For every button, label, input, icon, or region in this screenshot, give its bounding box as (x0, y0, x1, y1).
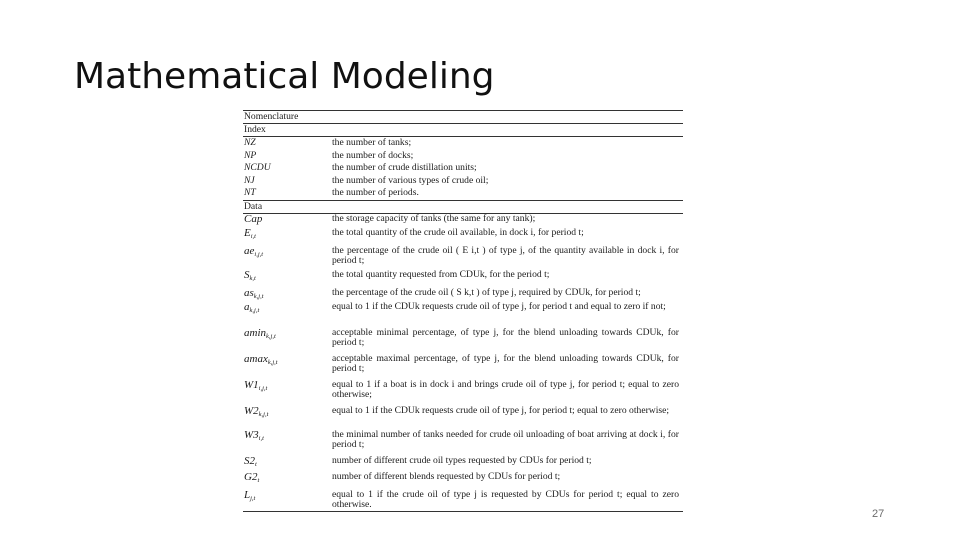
symbol-subscript: t (255, 460, 257, 468)
symbol-main: W2 (244, 404, 259, 417)
data-description: equal to 1 if the crude oil of type j is requested by CDUs for period t; equal to zero otherwise. (332, 488, 679, 511)
data-description: the minimal number of tanks needed for crude oil unloading of boat arriving at dock i, for period t; (332, 428, 679, 451)
symbol-main: ae (244, 244, 255, 257)
symbol-main: W1 (244, 378, 259, 391)
slide-title: Mathematical Modeling (74, 56, 495, 97)
index-symbol: NJ (244, 174, 255, 186)
data-description: the percentage of the crude oil ( E i,t ) of type j, of the quantity available in dock i, for period t; (332, 244, 679, 267)
data-symbol (243, 288, 332, 302)
data-description: acceptable minimal percentage, of type j, for the blend unloading towards CDUk, for period t; (332, 326, 679, 349)
symbol-subscript: i,t (258, 434, 264, 442)
index-description: the number of tanks; (332, 137, 412, 148)
data-row (243, 246, 683, 270)
data-description: number of different blends requested by CDUs for period t; (332, 470, 561, 482)
index-row (243, 150, 683, 163)
data-symbol (243, 380, 332, 394)
data-symbol (243, 406, 332, 420)
data-description: the total quantity of the crude oil available, in dock i, for period t; (332, 226, 584, 238)
symbol-main: Cap (244, 212, 263, 225)
data-row (243, 214, 683, 228)
data-symbol (243, 302, 332, 316)
symbol-subscript: j,t (250, 494, 256, 502)
symbol-subscript: t (257, 476, 260, 484)
data-row (243, 270, 683, 288)
data-row (243, 302, 683, 328)
symbol-main: amin (244, 326, 266, 339)
data-symbol (243, 228, 332, 242)
symbol-subscript: k,j,t (266, 332, 276, 340)
symbol-subscript: k,t (249, 274, 256, 282)
data-row (243, 354, 683, 380)
symbol-subscript: k,j,t (258, 410, 269, 418)
index-description: the number of periods. (332, 187, 419, 198)
symbol-main: G2 (244, 470, 258, 483)
index-description: the number of crude distillation units; (332, 162, 477, 173)
data-row (243, 228, 683, 246)
data-row (243, 406, 683, 430)
symbol-main: E (244, 226, 251, 239)
data-symbol (243, 456, 332, 470)
nomenclature-heading: Nomenclature (244, 111, 299, 122)
data-row (243, 456, 683, 472)
nomenclature-table (243, 110, 683, 512)
index-row (243, 137, 683, 150)
data-description: the storage capacity of tanks (the same for any tank); (332, 212, 536, 224)
data-row (243, 380, 683, 406)
index-description: the number of various types of crude oil; (332, 174, 489, 186)
symbol-subscript: i,j,t (254, 250, 264, 258)
index-description: the number of docks; (332, 149, 414, 161)
data-symbol (243, 354, 332, 368)
data-symbol (243, 246, 332, 260)
data-row (243, 288, 683, 302)
symbol-subscript: k,j,t (267, 358, 278, 366)
symbol-subscript: k,j,t (253, 292, 264, 300)
data-description: acceptable maximal percentage, of type j, for the blend unloading towards CDUk, for period t; (332, 352, 679, 375)
data-row (243, 472, 683, 490)
data-row (243, 490, 683, 511)
symbol-main: a (244, 300, 250, 313)
index-heading: Index (244, 124, 266, 135)
symbol-main: amax (244, 352, 268, 365)
data-description: the percentage of the crude oil ( S k,t ) of type j, required by CDUk, for period t; (332, 286, 641, 298)
index-row (243, 187, 683, 200)
symbol-subscript: i,j,t (258, 384, 268, 392)
data-symbol (243, 490, 332, 504)
index-symbol: NT (244, 187, 256, 198)
index-rows (243, 137, 683, 200)
table-bottom-rule (243, 511, 683, 512)
data-description: equal to 1 if the CDUk requests crude oil of type j, for period t; equal to zero otherwise; (332, 404, 670, 416)
data-symbol (243, 430, 332, 444)
data-description: number of different crude oil types requested by CDUs for period t; (332, 454, 592, 466)
index-symbol: NP (244, 149, 257, 161)
data-description: the total quantity requested from CDUk, for the period t; (332, 268, 550, 280)
data-description: equal to 1 if a boat is in dock i and brings crude oil of type j, for period t; equal to zero otherwise; (332, 378, 679, 401)
data-heading: Data (244, 200, 263, 212)
data-rows (243, 214, 683, 512)
index-symbol: NCDU (244, 162, 271, 173)
data-row (243, 430, 683, 456)
data-description: equal to 1 if the CDUk requests crude oil of type j, for period t and equal to zero if not; (332, 300, 666, 312)
data-symbol (243, 472, 332, 486)
symbol-subscript: k,j,t (249, 306, 260, 314)
symbol-main: S2 (244, 454, 255, 467)
symbol-subscript: i,t (250, 232, 256, 240)
symbol-main: W3 (244, 428, 259, 441)
data-symbol (243, 214, 332, 228)
slide-number: 27 (872, 508, 885, 520)
index-row (243, 162, 683, 175)
index-row (243, 175, 683, 188)
data-symbol (243, 328, 332, 342)
symbol-main: as (244, 286, 254, 299)
symbol-main: L (244, 488, 251, 501)
symbol-main: S (244, 268, 250, 281)
index-symbol: NZ (244, 137, 256, 148)
data-row (243, 328, 683, 354)
data-symbol (243, 270, 332, 284)
